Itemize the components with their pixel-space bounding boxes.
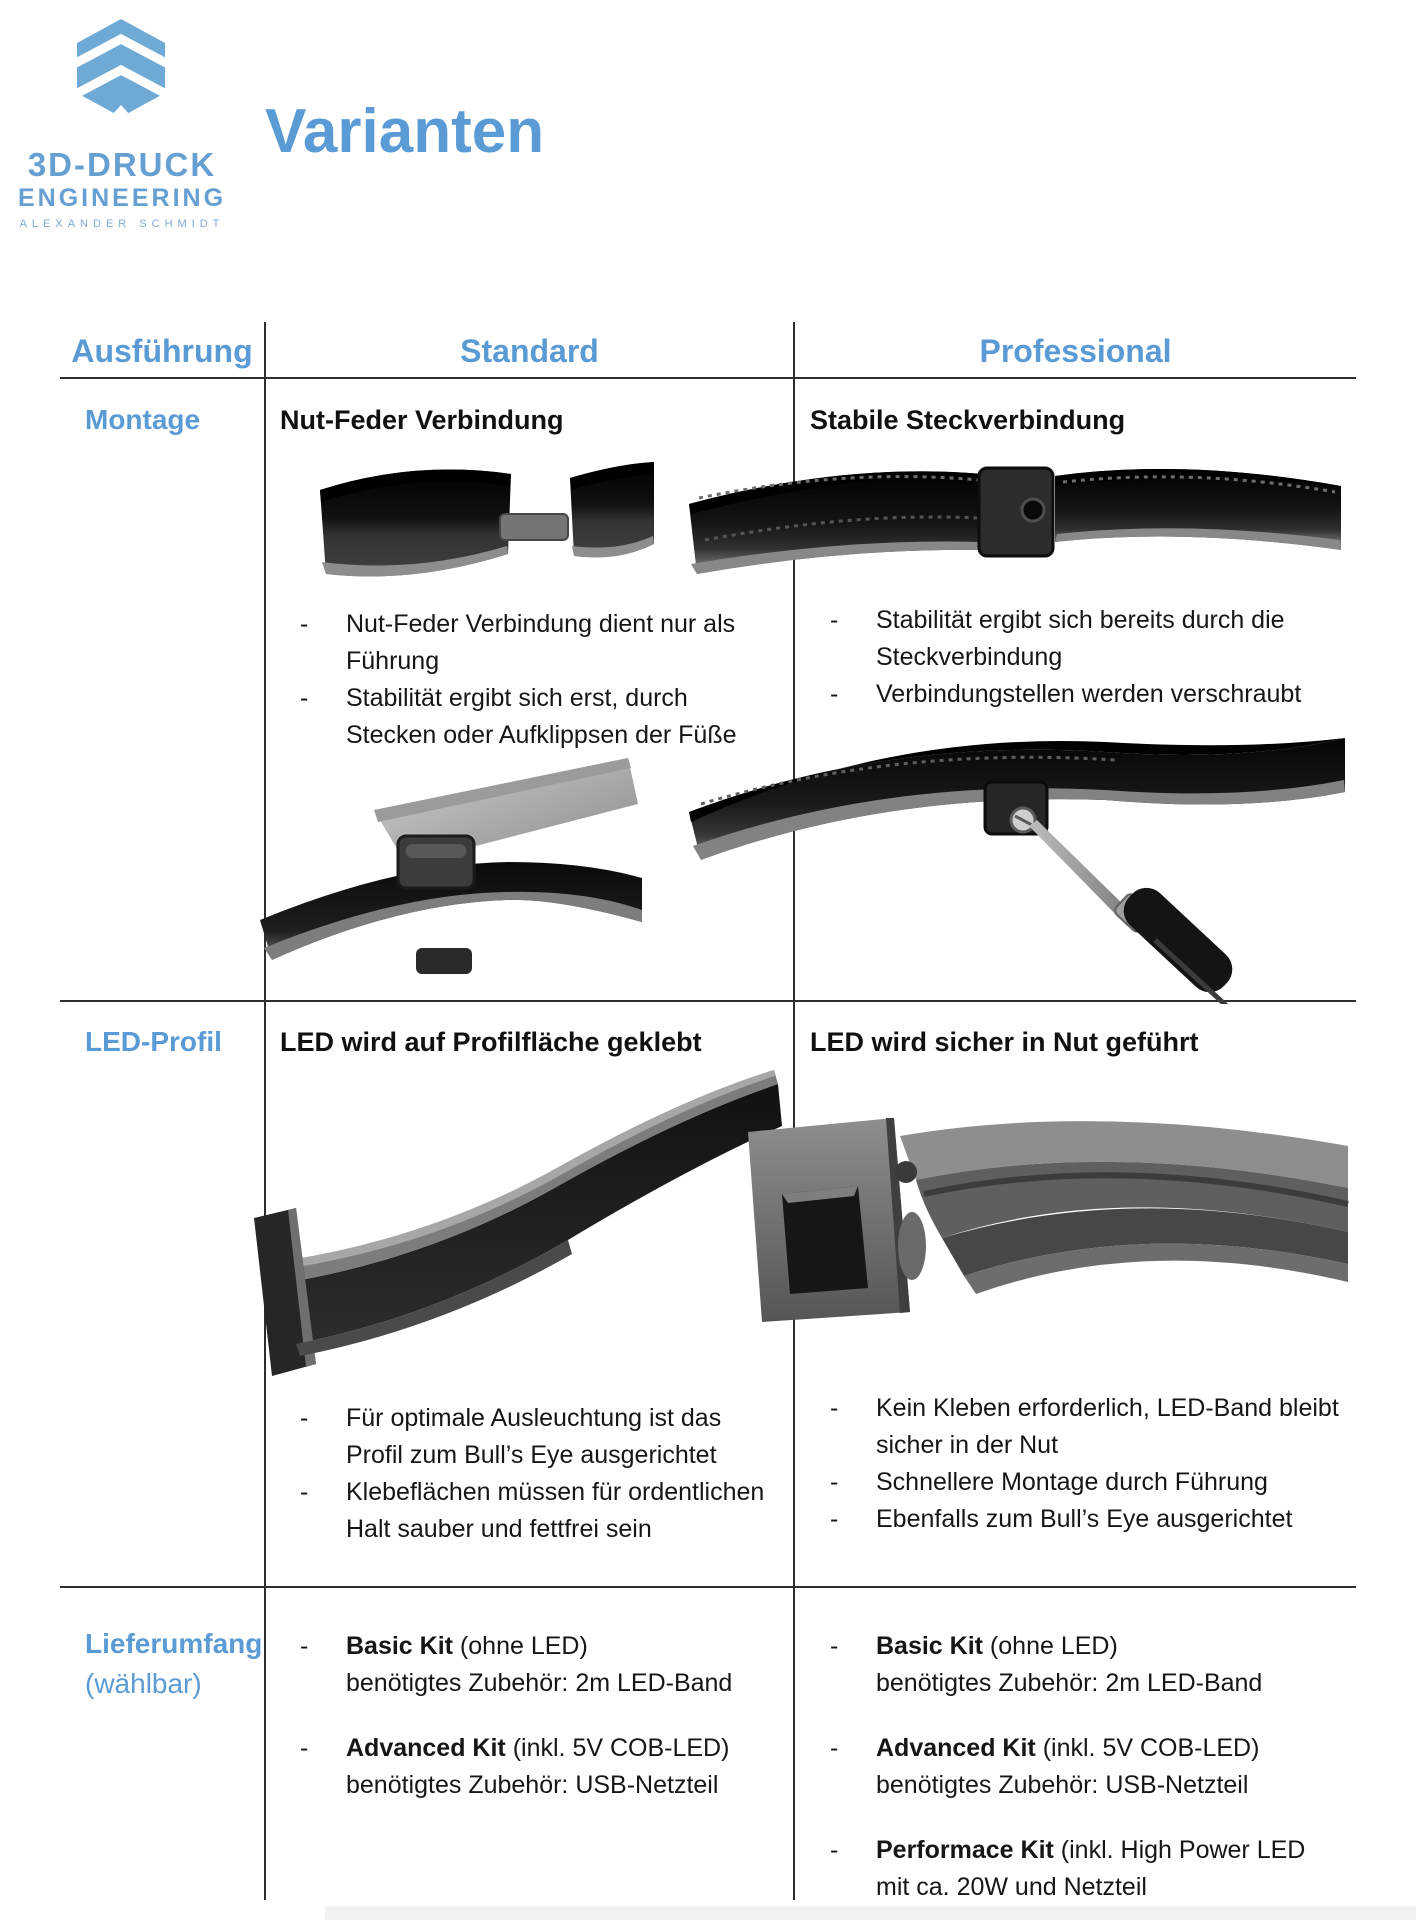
bullet-item: - Ebenfalls zum Bull’s Eye ausgerichtet [830, 1501, 1341, 1538]
lieferumfang-label-line2: (wählbar) [85, 1668, 202, 1699]
brand-text [8, 146, 236, 234]
column-header-professional: Professional [979, 333, 1172, 369]
kit-item [830, 1832, 1341, 1906]
bullet-item: - Klebeflächen müssen für ordentlichen Halt sauber und fettfrei sein [300, 1474, 776, 1548]
kit-detail: benötigtes Zubehör: USB-Netzteil [346, 1771, 719, 1799]
kit-name: Advanced Kit [876, 1734, 1036, 1762]
kit-item [830, 1628, 1341, 1702]
table-row-rule-2 [60, 1586, 1356, 1588]
brand-logo-icon [66, 18, 176, 118]
plug-connection-rails-image [685, 446, 1345, 598]
page-title: Varianten [265, 97, 545, 166]
bullet-item: - Stabilität ergibt sich bereits durch die Steckverbindung [830, 602, 1341, 676]
table-header-rule [60, 377, 1356, 379]
footer-strip [325, 1906, 1416, 1920]
screwdriver-mounting-image [685, 712, 1350, 1004]
lieferumfang-professional-kits [830, 1628, 1341, 1920]
column-header-ausfuehrung: Ausführung [71, 333, 253, 369]
kit-suffix: (ohne LED) [452, 1632, 588, 1660]
kit-detail: benötigtes Zubehör: 2m LED-Band [876, 1669, 1263, 1697]
bullet-item: - Nut-Feder Verbindung dient nur als Führung [300, 606, 776, 680]
lieferumfang-standard-kits [300, 1628, 776, 1832]
kit-name: Basic Kit [346, 1632, 453, 1660]
bullet-item: - Für optimale Ausleuchtung ist das Profil zum Bull’s Eye ausgerichtet [300, 1400, 776, 1474]
led-standard-heading: LED wird auf Profilfläche geklebt [280, 1027, 702, 1057]
kit-item [300, 1730, 776, 1804]
kit-suffix: (inkl. 5V COB-LED) [505, 1734, 730, 1762]
led-standard-bullets [300, 1400, 776, 1548]
kit-suffix: (ohne LED) [982, 1632, 1118, 1660]
montage-professional-bullets [830, 602, 1341, 713]
brand-name-line1: 3D-DRUCK [27, 146, 217, 183]
kit-item [300, 1628, 776, 1702]
brand-name-line2: ENGINEERING [17, 184, 227, 212]
kit-item [830, 1730, 1341, 1804]
kit-suffix: (inkl. 5V COB-LED) [1035, 1734, 1260, 1762]
row-label-lieferumfang [85, 1624, 262, 1704]
bullet-item: - Verbindungstellen werden verschraubt [830, 676, 1341, 713]
led-professional-heading: LED wird sicher in Nut geführt [810, 1027, 1199, 1057]
clip-foot-mounting-image [256, 752, 644, 992]
row-label-led-profil: LED-Profil [85, 1026, 222, 1057]
montage-professional-heading: Stabile Steckverbindung [810, 405, 1126, 435]
kit-suffix: (inkl. High Power LED [1053, 1836, 1306, 1864]
bullet-item: - Schnellere Montage durch Führung [830, 1464, 1341, 1501]
kit-name: Basic Kit [876, 1632, 983, 1660]
kit-name: Advanced Kit [346, 1734, 506, 1762]
brand-subtitle: ALEXANDER SCHMIDT [19, 218, 225, 230]
kit-detail: mit ca. 20W und Netzteil [876, 1873, 1147, 1901]
kit-detail: benötigtes Zubehör: 2m LED-Band [346, 1669, 733, 1697]
nut-feder-rails-image [318, 452, 656, 610]
kit-detail: benötigtes Zubehör: USB-Netzteil [876, 1771, 1249, 1799]
bullet-item: - Stabilität ergibt sich erst, durch Stecken oder Aufklippsen der Füße [300, 680, 776, 754]
kit-name: Performace Kit [876, 1836, 1054, 1864]
led-professional-bullets [830, 1390, 1341, 1538]
column-header-standard: Standard [460, 333, 599, 369]
bullet-item: - Kein Kleben erforderlich, LED-Band bleibt sicher in der Nut [830, 1390, 1341, 1464]
montage-standard-heading: Nut-Feder Verbindung [280, 405, 564, 435]
lieferumfang-label-line1: Lieferumfang [85, 1628, 263, 1659]
row-label-montage: Montage [85, 404, 201, 435]
groove-guided-profile-image [690, 1076, 1350, 1332]
